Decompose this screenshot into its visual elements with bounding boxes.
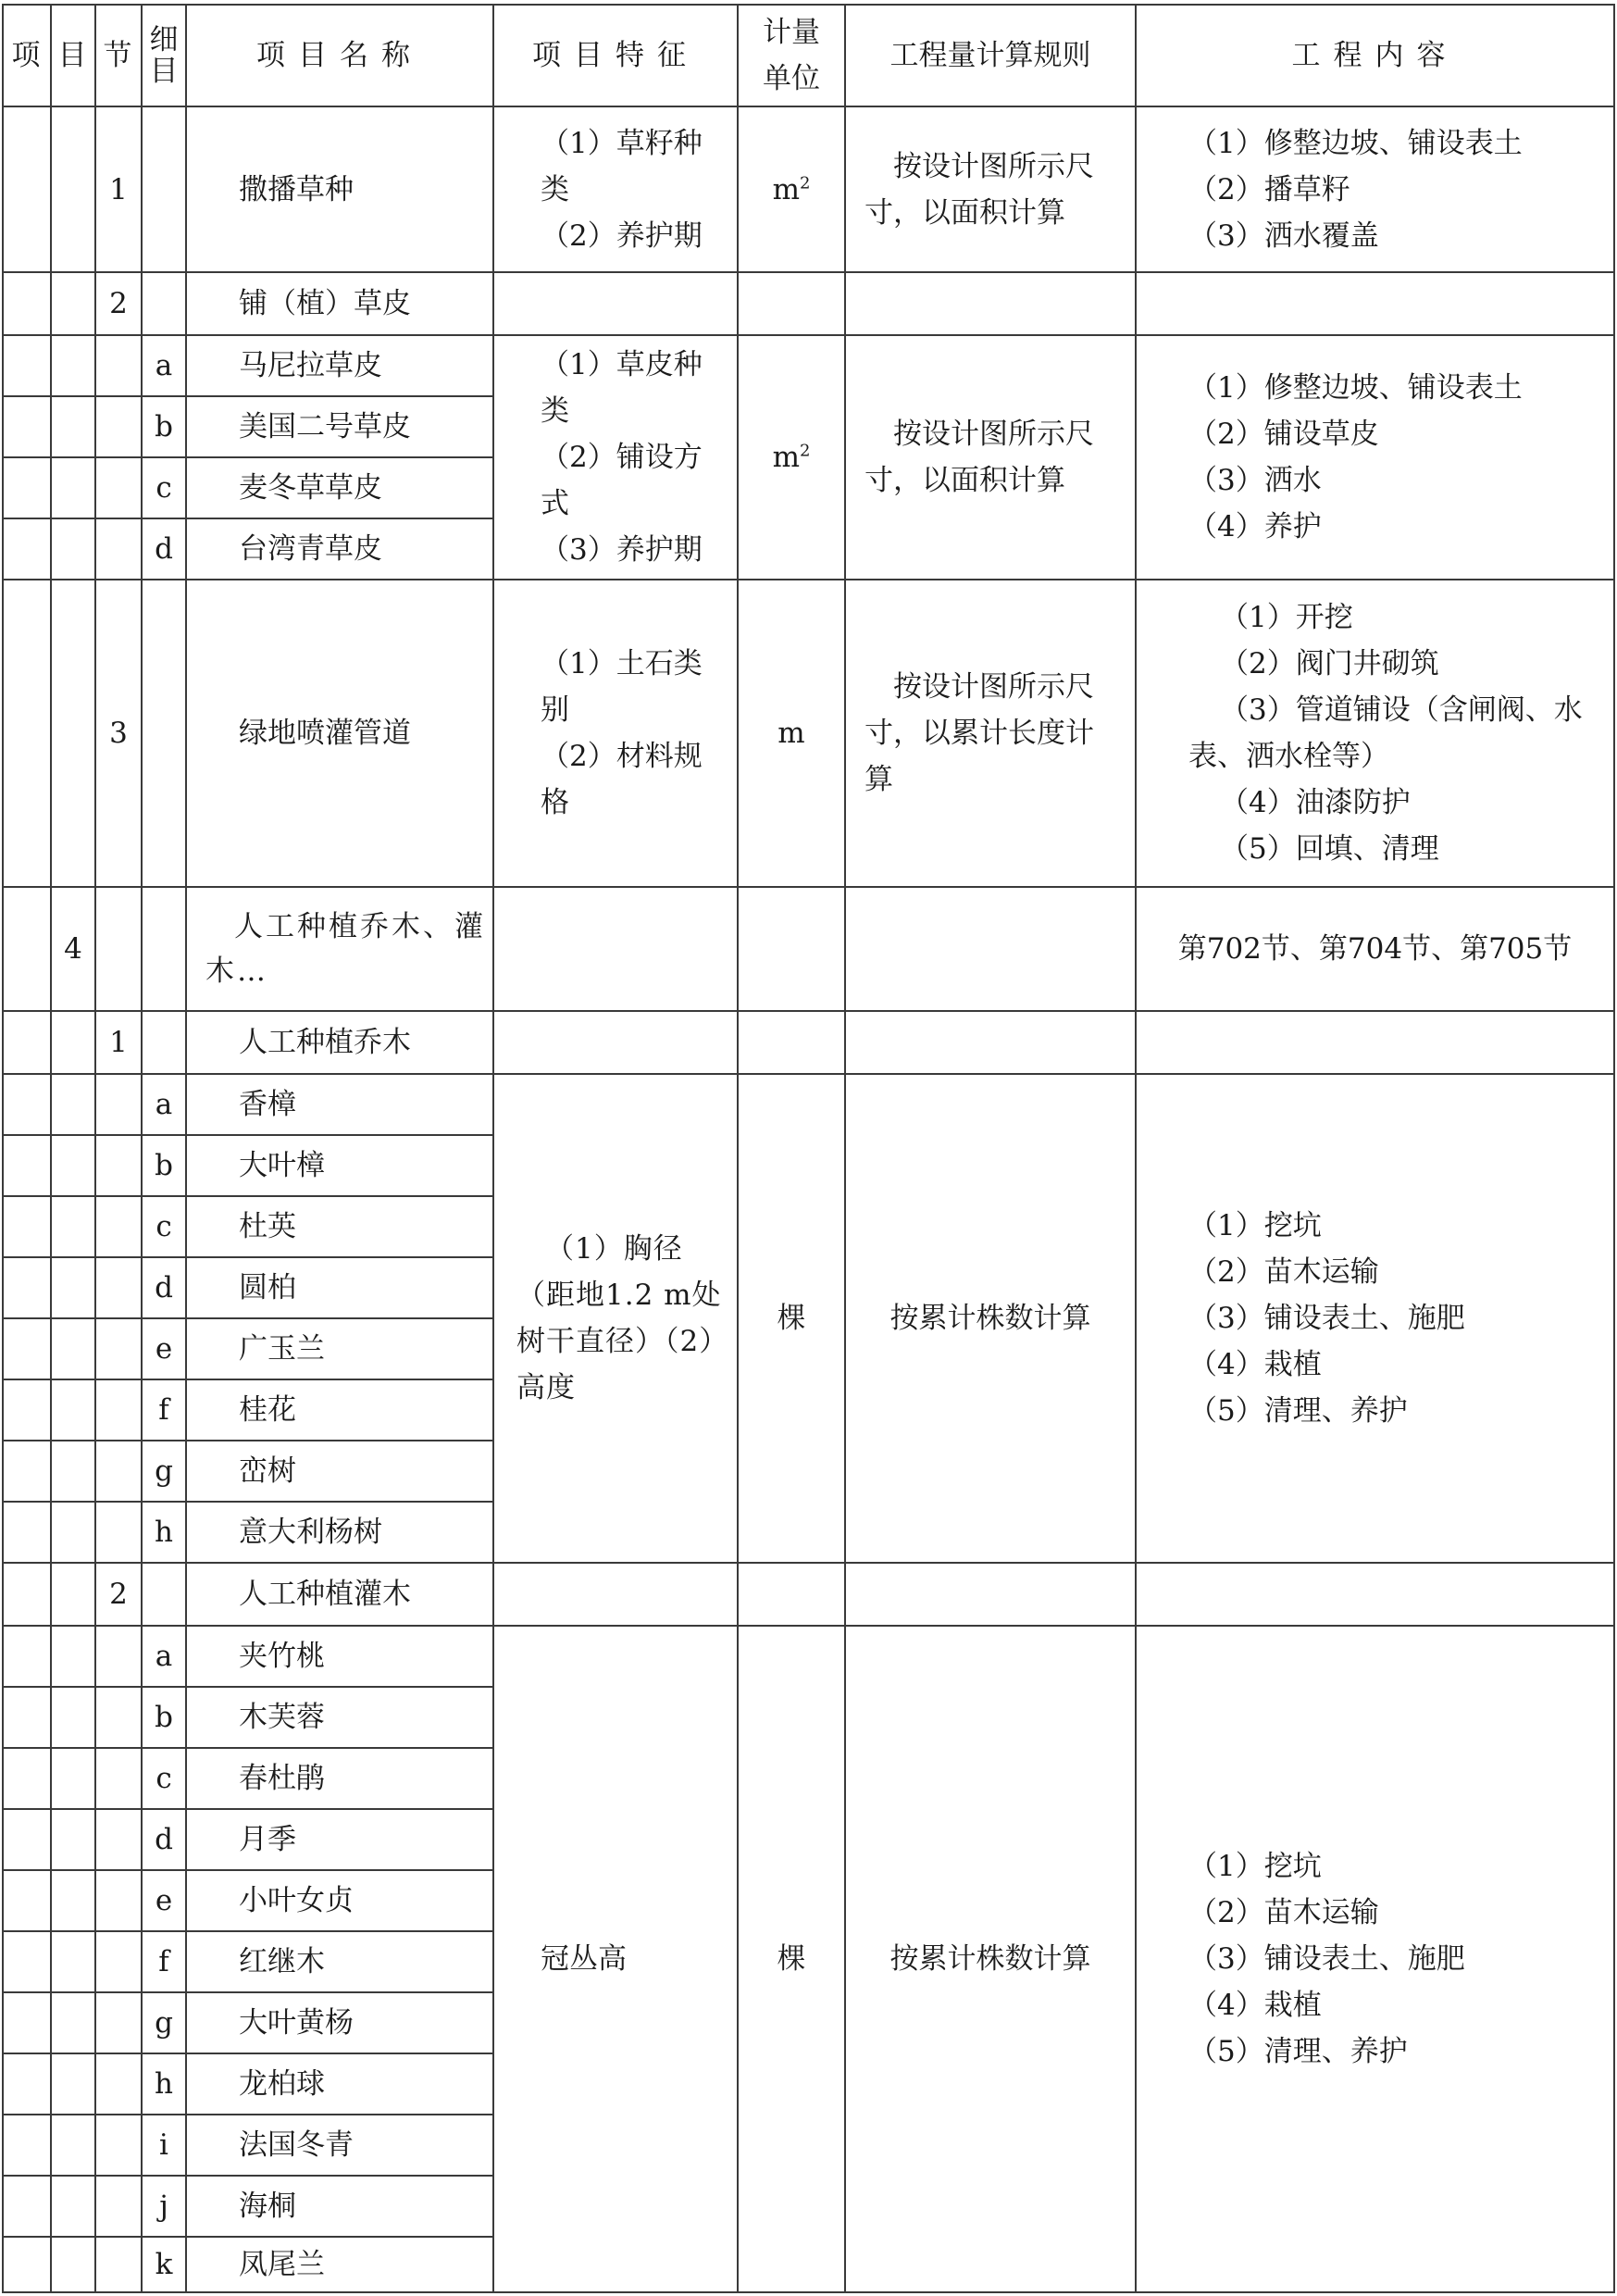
content-line: （4）栽植 (1188, 1348, 1322, 1381)
item-unit (738, 335, 845, 580)
ximu-code: f (142, 1931, 186, 1992)
item-content (1136, 335, 1614, 580)
item-rule: 按设计图所示尺寸，以面积计算 (845, 335, 1136, 580)
table-row (3, 335, 1614, 396)
item-unit: m (738, 580, 845, 887)
item-name: 大叶樟 (186, 1135, 493, 1196)
item-name: 凤尾兰 (186, 2237, 493, 2292)
header-xiang: 项 (3, 5, 51, 106)
feature-line: （1）草籽种类 (541, 126, 703, 206)
item-name: 大叶黄杨 (186, 1992, 493, 2053)
ximu-code: d (142, 1257, 186, 1318)
feature-line: （3）养护期 (541, 533, 703, 567)
item-name: 木芙蓉 (186, 1687, 493, 1748)
unit-base: m (772, 441, 800, 474)
ximu-code: b (142, 1687, 186, 1748)
item-rule: 按累计株数计算 (845, 1626, 1136, 2292)
content-line: （2）铺设草皮 (1188, 418, 1379, 451)
unit-superscript: 2 (799, 173, 811, 193)
content-line: （5）回填、清理 (1220, 832, 1439, 866)
item-features (493, 335, 738, 580)
ximu-code: e (142, 1318, 186, 1379)
jie-number: 2 (95, 1563, 142, 1626)
item-name: 圆柏 (186, 1257, 493, 1318)
content-line: （2）阀门井砌筑 (1220, 647, 1439, 680)
item-name: 意大利杨树 (186, 1502, 493, 1563)
ximu-code: c (142, 1196, 186, 1257)
header-mu: 目 (51, 5, 95, 106)
header-name: 项目名称 (186, 5, 493, 106)
ximu-code: d (142, 1809, 186, 1870)
content-line: （4）油漆防护 (1220, 786, 1411, 819)
item-name: 人工种植乔木 (186, 1011, 493, 1074)
content-line: （3）洒水 (1188, 464, 1322, 497)
header-content: 工程内容 (1136, 5, 1614, 106)
content-line: （1）挖坑 (1188, 1850, 1322, 1883)
item-name: 红继木 (186, 1931, 493, 1992)
content-line: （2）苗木运输 (1188, 1896, 1379, 1929)
item-rule: 按设计图所示尺寸，以面积计算 (845, 106, 1136, 272)
ximu-code: b (142, 1135, 186, 1196)
table-row (3, 272, 1614, 335)
header-feature: 项目特征 (493, 5, 738, 106)
jie-number: 1 (95, 106, 142, 272)
content-line: （2）播草籽 (1188, 172, 1350, 206)
item-unit (738, 106, 845, 272)
content-line: （4）养护 (1188, 510, 1322, 543)
jie-number: 1 (95, 1011, 142, 1074)
content-line: （1）挖坑 (1188, 1209, 1322, 1242)
table-row (3, 580, 1614, 887)
item-name: 人工种植灌木 (186, 1563, 493, 1626)
feature-line: （2）养护期 (541, 218, 703, 253)
ximu-code: e (142, 1870, 186, 1931)
unit-base: m (772, 172, 800, 206)
item-rule: 按设计图所示尺寸，以累计长度计算 (845, 580, 1136, 887)
jie-number: 2 (95, 272, 142, 335)
content-line: （3）铺设表土、施肥 (1188, 1302, 1465, 1335)
ximu-code: j (142, 2176, 186, 2237)
content-line: （1）开挖 (1220, 601, 1353, 634)
ximu-code: k (142, 2237, 186, 2292)
feature-line: （2）铺设方式 (541, 441, 703, 520)
item-name: 香樟 (186, 1074, 493, 1135)
table-row (3, 1074, 1614, 1135)
item-name: 广玉兰 (186, 1318, 493, 1379)
table-row (3, 1626, 1614, 1687)
item-name: 月季 (186, 1809, 493, 1870)
item-content (1136, 106, 1614, 272)
item-name: 铺（植）草皮 (186, 272, 493, 335)
item-name: 春杜鹃 (186, 1748, 493, 1809)
item-unit: 棵 (738, 1626, 845, 2292)
ximu-code: a (142, 1626, 186, 1687)
mu-number: 4 (51, 887, 95, 1011)
item-features (493, 106, 738, 272)
feature-line: （1）草皮种类 (541, 348, 703, 428)
item-features: 冠丛高 (493, 1626, 738, 2292)
ximu-code: i (142, 2115, 186, 2176)
ximu-code: f (142, 1379, 186, 1441)
content-line: （3）铺设表土、施肥 (1188, 1942, 1465, 1976)
item-name: 马尼拉草皮 (186, 335, 493, 396)
item-unit: 棵 (738, 1074, 845, 1563)
feature-line: （1）土石类别 (541, 647, 703, 727)
ximu-code: a (142, 335, 186, 396)
ximu-code: d (142, 518, 186, 580)
item-name: 杜英 (186, 1196, 493, 1257)
item-name: 绿地喷灌管道 (186, 580, 493, 887)
item-name: 麦冬草草皮 (186, 457, 493, 518)
header-rule: 工程量计算规则 (845, 5, 1136, 106)
content-line: （2）苗木运输 (1188, 1255, 1379, 1289)
item-name: 龙柏球 (186, 2053, 493, 2115)
unit-superscript: 2 (799, 441, 811, 461)
header-row (3, 5, 1614, 106)
jie-number: 3 (95, 580, 142, 887)
ximu-code: h (142, 2053, 186, 2115)
header-unit: 计量单位 (738, 5, 845, 106)
item-name: 海桐 (186, 2176, 493, 2237)
ximu-code: h (142, 1502, 186, 1563)
item-name: 撒播草种 (186, 106, 493, 272)
item-content (1136, 1626, 1614, 2292)
item-name: 美国二号草皮 (186, 396, 493, 457)
header-jie: 节 (95, 5, 142, 106)
item-name: 台湾青草皮 (186, 518, 493, 580)
content-line: （3）管道铺设（含闸阀、水表、洒水栓等） (1188, 693, 1583, 773)
item-reference: 第702节、第704节、第705节 (1136, 887, 1614, 1011)
content-line: （1）修整边坡、铺设表土 (1188, 371, 1523, 405)
content-line: （3）洒水覆盖 (1188, 218, 1379, 253)
item-features: （1）胸径（距地1.2 m处树干直径）（2）高度 (493, 1074, 738, 1563)
item-rule: 按累计株数计算 (845, 1074, 1136, 1563)
ximu-code: g (142, 1441, 186, 1502)
item-name: 小叶女贞 (186, 1870, 493, 1931)
table-row (3, 106, 1614, 272)
table-row (3, 1563, 1614, 1626)
content-line: （5）清理、养护 (1188, 1394, 1408, 1428)
bill-of-quantities-table (2, 4, 1615, 2293)
item-name: 夹竹桃 (186, 1626, 493, 1687)
ximu-code: g (142, 1992, 186, 2053)
item-content (1136, 1074, 1614, 1563)
item-name: 人工种植乔木、灌木… (186, 887, 493, 1011)
ximu-code: b (142, 396, 186, 457)
item-content (1136, 580, 1614, 887)
header-ximu: 细目 (142, 5, 186, 106)
ximu-code: c (142, 457, 186, 518)
item-name: 桂花 (186, 1379, 493, 1441)
item-name: 峦树 (186, 1441, 493, 1502)
content-line: （4）栽植 (1188, 1989, 1322, 2022)
ximu-code: c (142, 1748, 186, 1809)
item-name: 法国冬青 (186, 2115, 493, 2176)
feature-line: （2）材料规格 (541, 740, 703, 819)
content-line: （5）清理、养护 (1188, 2035, 1408, 2068)
item-features (493, 580, 738, 887)
ximu-code: a (142, 1074, 186, 1135)
table-row (3, 887, 1614, 1011)
table-row (3, 1011, 1614, 1074)
content-line: （1）修整边坡、铺设表土 (1188, 126, 1523, 160)
